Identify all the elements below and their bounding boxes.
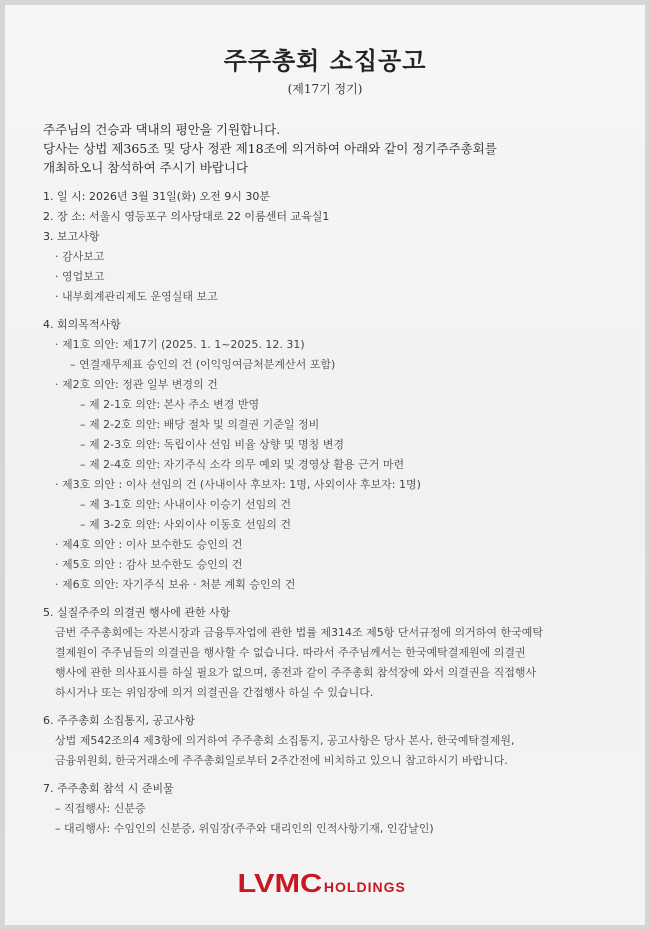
notice-heading: 6. 주주총회 소집통지, 공고사항 xyxy=(43,714,195,727)
proxy-text-line: 결제원이 주주님들의 의결권을 행사할 수 없습니다. 따라서 주주님께서는 한국예탁결제원에 의결권 xyxy=(55,646,526,659)
prep-item: – 직접행사: 신분증 xyxy=(55,802,146,815)
greeting-text xyxy=(43,120,613,177)
page-subtitle: (제17기 정기) xyxy=(287,82,363,96)
notice-text-line: 금융위원회, 한국거래소에 주주총회일로부터 2주간전에 비치하고 있으니 참고하시기 바랍니다. xyxy=(55,754,508,767)
agenda-subitem: – 제 2-2호 의안: 배당 절차 및 의결권 기준일 정비 xyxy=(80,418,320,431)
greeting-line: 당사는 상법 제365조 및 당사 정관 제18조에 의거하여 아래와 같이 정기주주총회를 xyxy=(43,141,497,156)
agenda-heading: 4. 회의목적사항 xyxy=(43,318,121,331)
logo-wordmark: HOLDINGS xyxy=(323,879,406,895)
prep-heading: 7. 주주총회 참석 시 준비물 xyxy=(43,782,174,795)
logo-mark: LVMC xyxy=(237,868,323,898)
agenda-item: · 제4호 의안 : 이사 보수한도 승인의 건 xyxy=(55,538,243,551)
proxy-text-line: 금번 주주총회에는 자본시장과 금융투자업에 관한 법률 제314조 제5항 단서규정에 의거하여 한국예탁 xyxy=(55,626,543,639)
greeting-line: 주주님의 건승과 댁내의 평안을 기원합니다. xyxy=(43,122,281,137)
page-title: 주주총회 소집공고 xyxy=(223,46,427,75)
agenda-subitem: – 제 3-1호 의안: 사내이사 이승기 선임의 건 xyxy=(80,498,292,511)
greeting-line: 개최하오니 참석하여 주시기 바랍니다 xyxy=(43,160,249,175)
agenda-subitem: – 제 2-1호 의안: 본사 주소 변경 반영 xyxy=(80,398,260,411)
notice-document xyxy=(5,5,645,925)
report-item: · 영업보고 xyxy=(55,270,105,283)
report-item: · 내부회계관리제도 운영실태 보고 xyxy=(55,290,218,303)
proxy-text-line: 행사에 관한 의사표시를 하실 필요가 없으며, 종전과 같이 주주총회 참석장에 와서 의결권을 직접행사 xyxy=(55,666,537,679)
agenda-item: · 제1호 의안: 제17기 (2025. 1. 1~2025. 12. 31) xyxy=(55,338,305,351)
agenda-item: · 제5호 의안 : 감사 보수한도 승인의 건 xyxy=(55,558,243,571)
notice-page xyxy=(5,5,645,925)
agenda-subitem: – 제 2-3호 의안: 독립이사 선임 비율 상향 및 명칭 변경 xyxy=(80,438,345,451)
agenda-subitem: – 제 2-4호 의안: 자기주식 소각 의무 예외 및 경영상 활용 근거 마련 xyxy=(80,458,405,471)
notice-text-line: 상법 제542조의4 제3항에 의거하여 주주총회 소집통지, 공고사항은 당사 본사, 한국예탁결제원, xyxy=(55,734,515,747)
report-heading: 3. 보고사항 xyxy=(43,230,100,243)
proxy-heading: 5. 실질주주의 의결권 행사에 관한 사항 xyxy=(43,606,231,619)
company-logo xyxy=(5,868,645,899)
agenda-subitem: – 연결재무제표 승인의 건 (이익잉여금처분계산서 포함) xyxy=(70,358,336,371)
agenda-subitem: – 제 3-2호 의안: 사외이사 이동호 선임의 건 xyxy=(80,518,292,531)
item-datetime: 1. 일 시: 2026년 3월 31일(화) 오전 9시 30분 xyxy=(43,190,271,203)
report-item: · 감사보고 xyxy=(55,250,105,263)
agenda-item: · 제3호 의안 : 이사 선임의 건 (사내이사 후보자: 1명, 사외이사 후보자: 1명) xyxy=(55,478,421,491)
agenda-item: · 제6호 의안: 자기주식 보유 · 처분 계획 승인의 건 xyxy=(55,578,296,591)
prep-item: – 대리행사: 수임인의 신분증, 위임장(주주와 대리인의 인적사항기재, 인감날인) xyxy=(55,822,434,835)
notice-items xyxy=(43,187,618,839)
proxy-text-line: 하시거나 또는 위임장에 의거 의결권을 간접행사 하실 수 있습니다. xyxy=(55,686,374,699)
item-place: 2. 장 소: 서울시 영등포구 의사당대로 22 이룸센터 교육실1 xyxy=(43,210,330,223)
agenda-item: · 제2호 의안: 정관 일부 변경의 건 xyxy=(55,378,218,391)
